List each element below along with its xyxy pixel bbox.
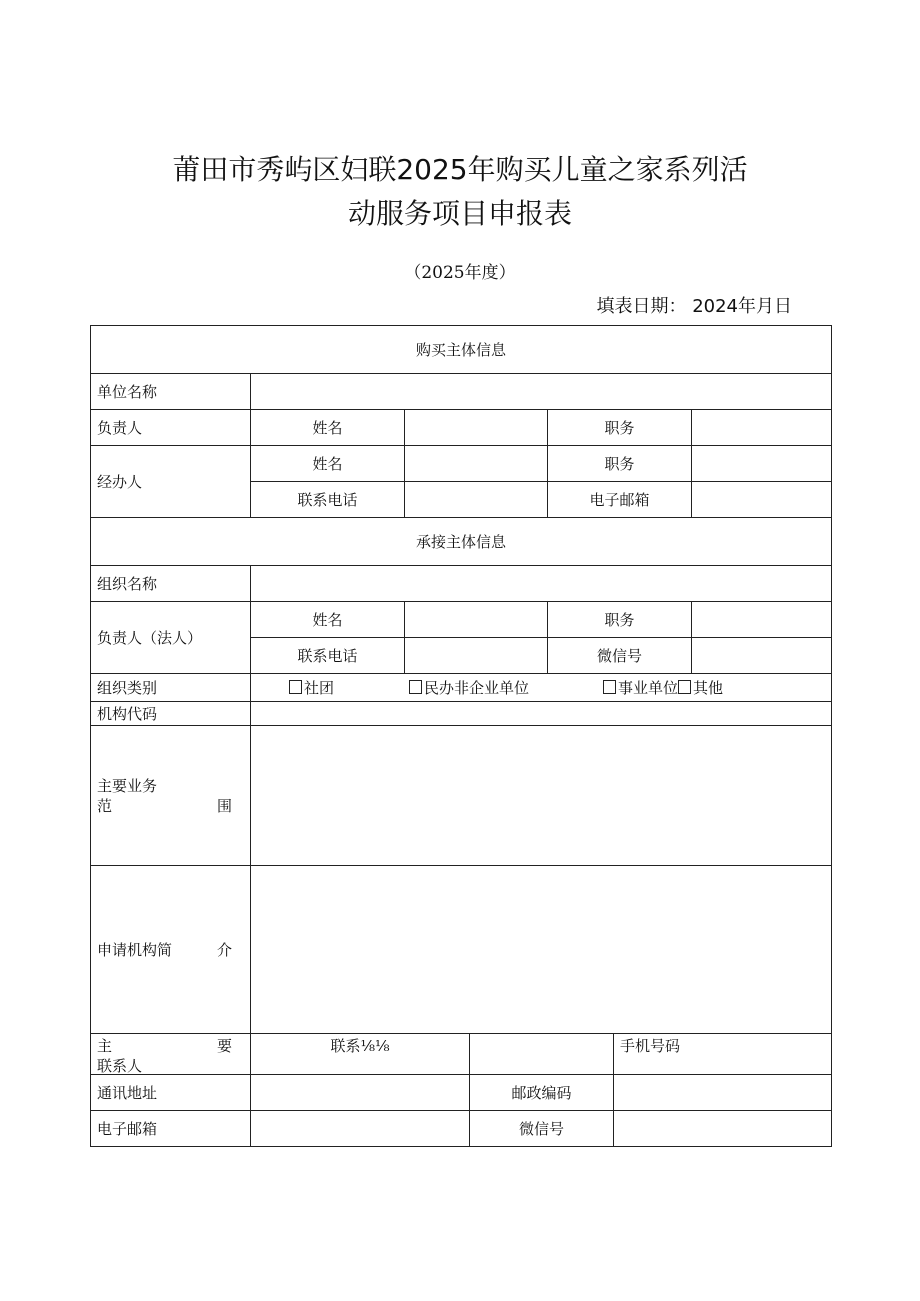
- label-main-contact-line2: 联系人: [97, 1057, 143, 1074]
- label-handler-email: 电子邮箱: [548, 482, 692, 518]
- label-org-name: 组织名称: [91, 566, 251, 602]
- option-other-label: 其他: [693, 678, 724, 697]
- option-society-label: 社团: [304, 678, 335, 697]
- fill-date: 填表日期： 2024年月日: [596, 296, 792, 317]
- label-org-type: 组织类别: [91, 674, 251, 702]
- form-title-line-1: 莆田市秀屿区妇联2025年购买儿童之家系列活: [172, 153, 748, 186]
- field-handler-position[interactable]: [692, 446, 832, 482]
- row-handler-name: [91, 446, 832, 482]
- field-legal-phone[interactable]: [405, 638, 548, 674]
- label-org-intro: [91, 866, 251, 1034]
- label-principal-name: 姓名: [251, 410, 405, 446]
- field-org-intro[interactable]: [251, 866, 832, 1034]
- label-contact-garbled: 联系⅛⅛: [251, 1034, 470, 1075]
- label-legal-person: 负责人（法人）: [91, 602, 251, 674]
- application-form-table: [90, 325, 832, 1147]
- row-main-contact: [91, 1034, 832, 1075]
- section-header-contractor: 承接主体信息: [91, 518, 832, 566]
- label-email2: 电子邮箱: [91, 1111, 251, 1147]
- field-main-contact[interactable]: [470, 1034, 614, 1075]
- label-mobile: 手机号码: [614, 1034, 832, 1075]
- option-public-institution[interactable]: [603, 678, 678, 698]
- label-main-business-line1: 主要业务: [97, 776, 158, 795]
- row-org-name: [91, 566, 832, 602]
- field-legal-name[interactable]: [405, 602, 548, 638]
- form-title-line-2: 动服务项目申报表: [347, 197, 572, 230]
- field-legal-position[interactable]: [692, 602, 832, 638]
- field-handler-phone[interactable]: [405, 482, 548, 518]
- row-org-intro: [91, 866, 832, 1034]
- label-legal-phone: 联系电话: [251, 638, 405, 674]
- field-address[interactable]: [251, 1075, 470, 1111]
- field-handler-name[interactable]: [405, 446, 548, 482]
- field-main-business[interactable]: [251, 726, 832, 866]
- checkbox-icon[interactable]: [603, 680, 616, 694]
- label-principal-position: 职务: [548, 410, 692, 446]
- label-main-business-char-a: 范: [97, 796, 113, 815]
- option-public-institution-label: 事业单位: [618, 678, 679, 697]
- row-org-type: [91, 674, 832, 702]
- label-main-business-line2: [97, 796, 244, 816]
- field-principal-name[interactable]: [405, 410, 548, 446]
- label-org-intro-part-a: 申请机构简: [97, 940, 173, 959]
- field-org-code[interactable]: [251, 702, 832, 726]
- row-principal: [91, 410, 832, 446]
- row-unit-name: [91, 374, 832, 410]
- label-handler: 经办人: [91, 446, 251, 518]
- label-main-contact: [91, 1034, 251, 1075]
- row-org-code: [91, 702, 832, 726]
- label-legal-wechat: 微信号: [548, 638, 692, 674]
- label-wechat2: 微信号: [470, 1111, 614, 1147]
- label-main-business-char-b: 围: [216, 796, 232, 815]
- label-handler-phone: 联系电话: [251, 482, 405, 518]
- field-email2[interactable]: [251, 1111, 470, 1147]
- option-other[interactable]: [678, 678, 723, 698]
- label-handler-position: 职务: [548, 446, 692, 482]
- checkbox-icon[interactable]: [409, 680, 422, 694]
- label-main-contact-char-b: 要: [216, 1037, 232, 1055]
- label-handler-name: 姓名: [251, 446, 405, 482]
- field-org-type: [251, 674, 832, 702]
- label-address: 通讯地址: [91, 1075, 251, 1111]
- label-main-contact-char-a: 主: [97, 1037, 113, 1055]
- option-private-nonenterprise[interactable]: [409, 678, 603, 698]
- field-wechat2[interactable]: [614, 1111, 832, 1147]
- label-unit-name: 单位名称: [91, 374, 251, 410]
- field-org-name[interactable]: [251, 566, 832, 602]
- section-header-buyer: 购买主体信息: [91, 326, 832, 374]
- label-principal: 负责人: [91, 410, 251, 446]
- row-email: [91, 1111, 832, 1147]
- option-private-nonenterprise-label: 民办非企业单位: [424, 678, 530, 697]
- checkbox-icon[interactable]: [289, 680, 302, 694]
- row-legal-name: [91, 602, 832, 638]
- year-subtitle: （2025年度）: [404, 263, 516, 283]
- label-legal-name: 姓名: [251, 602, 405, 638]
- field-principal-position[interactable]: [692, 410, 832, 446]
- field-handler-email[interactable]: [692, 482, 832, 518]
- section-row-buyer: [91, 326, 832, 374]
- field-postcode[interactable]: [614, 1075, 832, 1111]
- field-legal-wechat[interactable]: [692, 638, 832, 674]
- label-org-intro-part-b: 介: [216, 940, 232, 959]
- checkbox-icon[interactable]: [678, 680, 691, 694]
- section-row-contractor: [91, 518, 832, 566]
- row-main-business: [91, 726, 832, 866]
- label-legal-position: 职务: [548, 602, 692, 638]
- label-postcode: 邮政编码: [470, 1075, 614, 1111]
- field-unit-name[interactable]: [251, 374, 832, 410]
- label-org-code: 机构代码: [91, 702, 251, 726]
- row-address: [91, 1075, 832, 1111]
- label-main-business: [91, 726, 251, 866]
- option-society[interactable]: [289, 678, 409, 698]
